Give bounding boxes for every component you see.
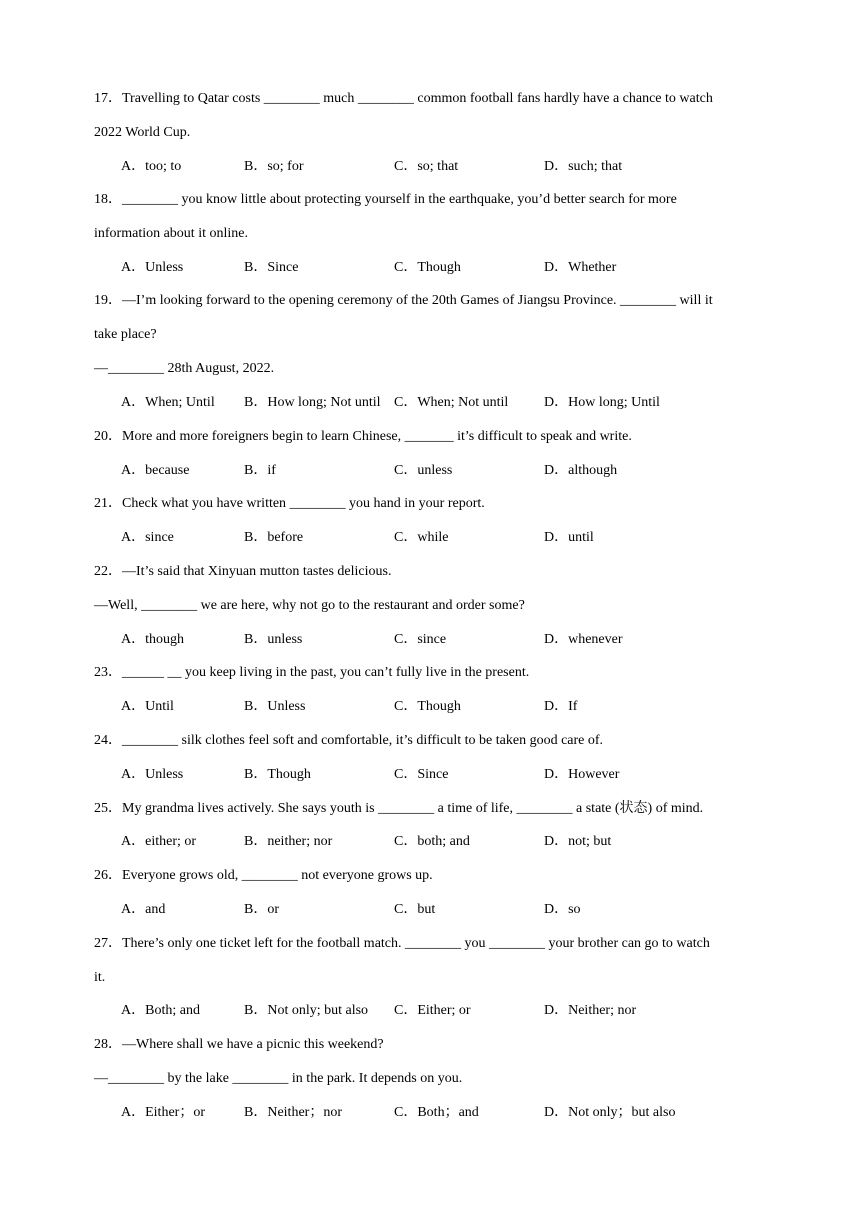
option-d[interactable]: D．until	[544, 530, 594, 545]
option-a[interactable]: A．though	[121, 632, 184, 647]
option-c[interactable]: C．but	[394, 902, 436, 917]
question-27-text-line-2: it.	[94, 970, 106, 985]
question-25-text-line-1: 25．My grandma lives actively. She says youth is ________ a time of life, ________ a state (状态) of mind.	[94, 801, 704, 816]
question-22-text-line-1: 22．—It’s said that Xinyuan mutton tastes delicious.	[94, 564, 392, 579]
option-c[interactable]: C．Since	[394, 767, 449, 782]
question-21-text-line-1: 21．Check what you have written ________ you hand in your report.	[94, 496, 485, 511]
option-d[interactable]: D．not; but	[544, 834, 612, 849]
option-a[interactable]: A．Either；or	[121, 1105, 205, 1120]
option-a[interactable]: A．and	[121, 902, 166, 917]
option-a[interactable]: A．either; or	[121, 834, 197, 849]
question-17-options	[0, 157, 860, 177]
question-19-text-line-3: —________ 28th August, 2022.	[94, 361, 275, 376]
option-d[interactable]: D．although	[544, 463, 618, 478]
option-a[interactable]: A．Until	[121, 699, 174, 714]
question-24-text-line-1: 24．________ silk clothes feel soft and comfortable, it’s difficult to be taken good care of.	[94, 733, 604, 748]
option-d[interactable]: D．However	[544, 767, 620, 782]
question-17-text-line-2: 2022 World Cup.	[94, 125, 191, 140]
option-b[interactable]: B．How long; Not until	[244, 395, 381, 410]
option-d[interactable]: D．so	[544, 902, 581, 917]
question-18-text-line-1: 18．________ you know little about protecting yourself in the earthquake, you’d better search for more	[94, 192, 677, 207]
question-21-options	[0, 528, 860, 548]
option-b[interactable]: B．neither; nor	[244, 834, 333, 849]
option-b[interactable]: B．before	[244, 530, 304, 545]
question-19-options	[0, 393, 860, 413]
question-18-options	[0, 258, 860, 278]
question-22-options	[0, 630, 860, 650]
option-c[interactable]: C．When; Not until	[394, 395, 509, 410]
question-19-text-line-2: take place?	[94, 327, 157, 342]
option-a[interactable]: A．When; Until	[121, 395, 215, 410]
option-c[interactable]: C．both; and	[394, 834, 470, 849]
question-24-options	[0, 765, 860, 785]
option-a[interactable]: A．Unless	[121, 260, 184, 275]
option-b[interactable]: B．Unless	[244, 699, 306, 714]
option-d[interactable]: D．If	[544, 699, 578, 714]
option-c[interactable]: C．Though	[394, 260, 461, 275]
option-c[interactable]: C．unless	[394, 463, 453, 478]
question-26-options	[0, 900, 860, 920]
option-a[interactable]: A．because	[121, 463, 190, 478]
question-20-text-line-1: 20．More and more foreigners begin to learn Chinese, _______ it’s difficult to speak and write.	[94, 429, 632, 444]
option-c[interactable]: C．while	[394, 530, 449, 545]
option-a[interactable]: A．since	[121, 530, 174, 545]
option-b[interactable]: B．so; for	[244, 159, 304, 174]
option-b[interactable]: B．Not only; but also	[244, 1003, 369, 1018]
option-b[interactable]: B．Though	[244, 767, 311, 782]
question-26-text-line-1: 26．Everyone grows old, ________ not everyone grows up.	[94, 868, 433, 883]
option-d[interactable]: D．How long; Until	[544, 395, 660, 410]
question-27-text-line-1: 27．There’s only one ticket left for the football match. ________ you ________ your brother can go to watch	[94, 936, 710, 951]
option-b[interactable]: B．or	[244, 902, 279, 917]
option-d[interactable]: D．Not only；but also	[544, 1105, 676, 1120]
option-c[interactable]: C．Though	[394, 699, 461, 714]
option-b[interactable]: B．Since	[244, 260, 299, 275]
option-a[interactable]: A．Both; and	[121, 1003, 200, 1018]
option-c[interactable]: C．Either; or	[394, 1003, 471, 1018]
question-23-options	[0, 697, 860, 717]
question-18-text-line-2: information about it online.	[94, 226, 248, 241]
question-28-options	[0, 1103, 860, 1123]
option-d[interactable]: D．Whether	[544, 260, 617, 275]
option-d[interactable]: D．whenever	[544, 632, 623, 647]
option-a[interactable]: A．Unless	[121, 767, 184, 782]
question-28-text-line-2: —________ by the lake ________ in the park. It depends on you.	[94, 1071, 463, 1086]
option-c[interactable]: C．so; that	[394, 159, 459, 174]
question-23-text-line-1: 23．______ __ you keep living in the past, you can’t fully live in the present.	[94, 665, 530, 680]
question-25-options	[0, 832, 860, 852]
question-17-text-line-1: 17．Travelling to Qatar costs ________ much ________ common football fans hardly have a chance to watch	[94, 91, 713, 106]
option-c[interactable]: C．Both；and	[394, 1105, 479, 1120]
question-20-options	[0, 461, 860, 481]
question-27-options	[0, 1001, 860, 1021]
question-22-text-line-2: —Well, ________ we are here, why not go to the restaurant and order some?	[94, 598, 525, 613]
option-d[interactable]: D．Neither; nor	[544, 1003, 637, 1018]
option-b[interactable]: B．Neither；nor	[244, 1105, 342, 1120]
option-a[interactable]: A．too; to	[121, 159, 182, 174]
question-28-text-line-1: 28．—Where shall we have a picnic this weekend?	[94, 1037, 384, 1052]
option-d[interactable]: D．such; that	[544, 159, 623, 174]
option-c[interactable]: C．since	[394, 632, 447, 647]
question-19-text-line-1: 19．—I’m looking forward to the opening ceremony of the 20th Games of Jiangsu Province. ________ will it	[94, 293, 713, 308]
option-b[interactable]: B．if	[244, 463, 276, 478]
option-b[interactable]: B．unless	[244, 632, 303, 647]
